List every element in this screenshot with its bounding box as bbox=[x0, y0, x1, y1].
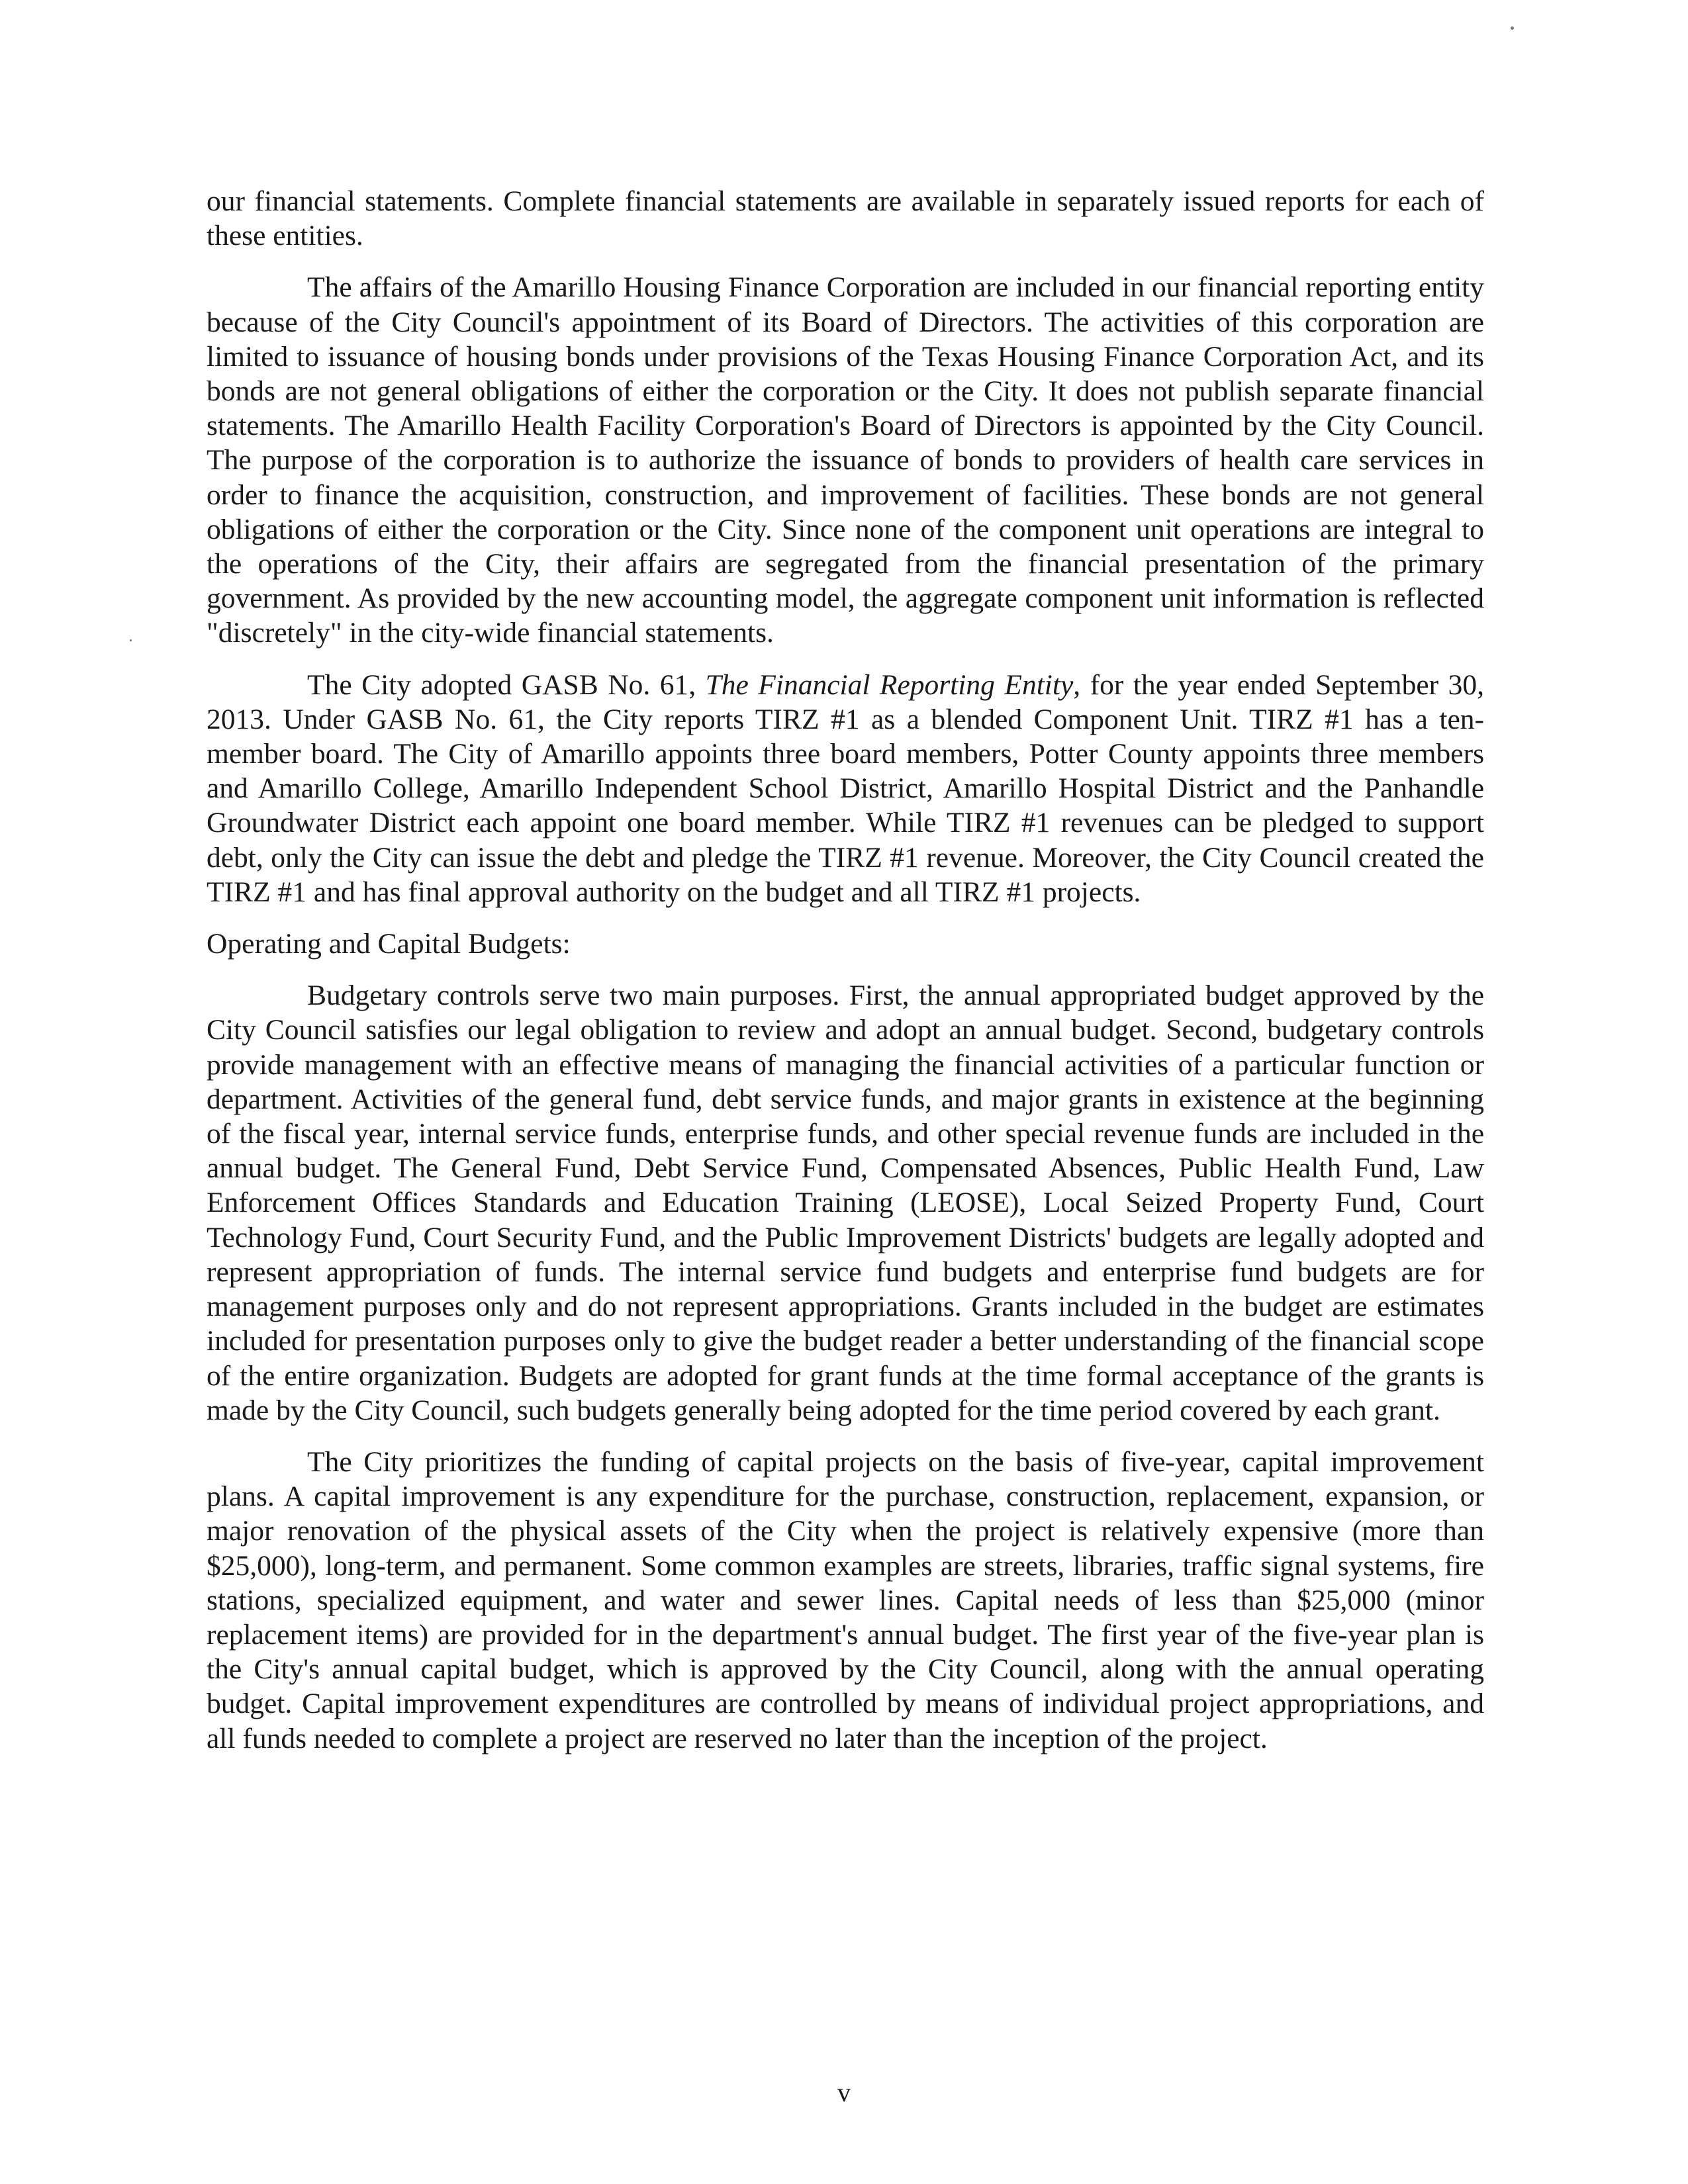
document-page bbox=[207, 184, 1484, 1756]
paragraph-gasb-61-post: , for the year ended September 30, 2013. Under GASB No. 61, the City reports TIRZ #1 as a blended Component Unit. TIRZ #1 has a ten-member board. The City of Amarillo appoints three board members, Potter County appoints three members and Amarillo College, Amarillo Independent School District, Amarillo Hospital District and the Panhandle Groundwater District each appoint one board member. While TIRZ #1 revenues can be pledged to support debt, only the City can issue the debt and pledge the TIRZ #1 revenue. Moreover, the City Council created the TIRZ #1 and has final approval authority on the budget and all TIRZ #1 projects. bbox=[207, 668, 1484, 908]
paragraph-budgetary-controls: Budgetary controls serve two main purposes. First, the annual appropriated budget approved by the City Council satisfies our legal obligation to review and adopt an annual budget. Second, budgetary controls provide management with an effective means of managing the financial activities of a particular function or department. Activities of the general fund, debt service funds, and major grants in existence at the beginning of the fiscal year, internal service funds, enterprise funds, and other special revenue funds are included in the annual budget. The General Fund, Debt Service Fund, Compensated Absences, Public Health Fund, Law Enforcement Offices Standards and Education Training (LEOSE), Local Seized Property Fund, Court Technology Fund, Court Security Fund, and the Public Improvement Districts' budgets are legally adopted and represent appropriation of funds. The internal service fund budgets and enterprise fund budgets are for management purposes only and do not represent appropriations. Grants included in the budget are estimates included for presentation purposes only to give the budget reader a better understanding of the financial scope of the entire organization. Budgets are adopted for grant funds at the time formal acceptance of the grants is made by the City Council, such budgets generally being adopted for the time period covered by each grant. bbox=[207, 979, 1484, 1426]
paragraph-housing-finance: The affairs of the Amarillo Housing Finance Corporation are included in our financial reporting entity because of the City Council's appointment of its Board of Directors. The activities of this corporation are limited to issuance of housing bonds under provisions of the Texas Housing Finance Corporation Act, and its bonds are not general obligations of either the corporation or the City. It does not publish separate financial statements. The Amarillo Health Facility Corporation's Board of Directors is appointed by the City Council. The purpose of the corporation is to authorize the issuance of bonds to providers of health care services in order to finance the acquisition, construction, and improvement of facilities. These bonds are not general obligations of either the corporation or the City. Since none of the component unit operations are integral to the operations of the City, their affairs are segregated from the financial presentation of the primary government. As provided by the new accounting model, the aggregate component unit information is reflected "discretely" in the city-wide financial statements. bbox=[207, 271, 1484, 649]
scan-speck bbox=[1511, 26, 1514, 30]
section-heading-budgets: Operating and Capital Budgets: bbox=[207, 928, 571, 960]
paragraph-capital-projects: The City prioritizes the funding of capital projects on the basis of five-year, capital improvement plans. A capital improvement is any expenditure for the purchase, construction, replacement, expansion, or major renovation of the physical assets of the City when the project is relatively expensive (more than $25,000), long-term, and permanent. Some common examples are streets, libraries, traffic signal systems, fire stations, specialized equipment, and water and sewer lines. Capital needs of less than $25,000 (minor replacement items) are provided for in the department's annual budget. The first year of the five-year plan is the City's annual capital budget, which is approved by the City Council, along with the annual operating budget. Capital improvement expenditures are controlled by means of individual project appropriations, and all funds needed to complete a project are reserved no later than the inception of the project. bbox=[207, 1445, 1484, 1754]
paragraph-gasb-61-title: The Financial Reporting Entity bbox=[705, 668, 1074, 701]
scan-speck bbox=[130, 639, 132, 641]
paragraph-gasb-61-pre: The City adopted GASB No. 61, bbox=[307, 668, 706, 701]
paragraph-continued: our financial statements. Complete financial statements are available in separately issued reports for each of these entities. bbox=[207, 185, 1484, 252]
page-number: v bbox=[837, 2077, 851, 2107]
paragraph-gasb-61 bbox=[207, 668, 1484, 909]
